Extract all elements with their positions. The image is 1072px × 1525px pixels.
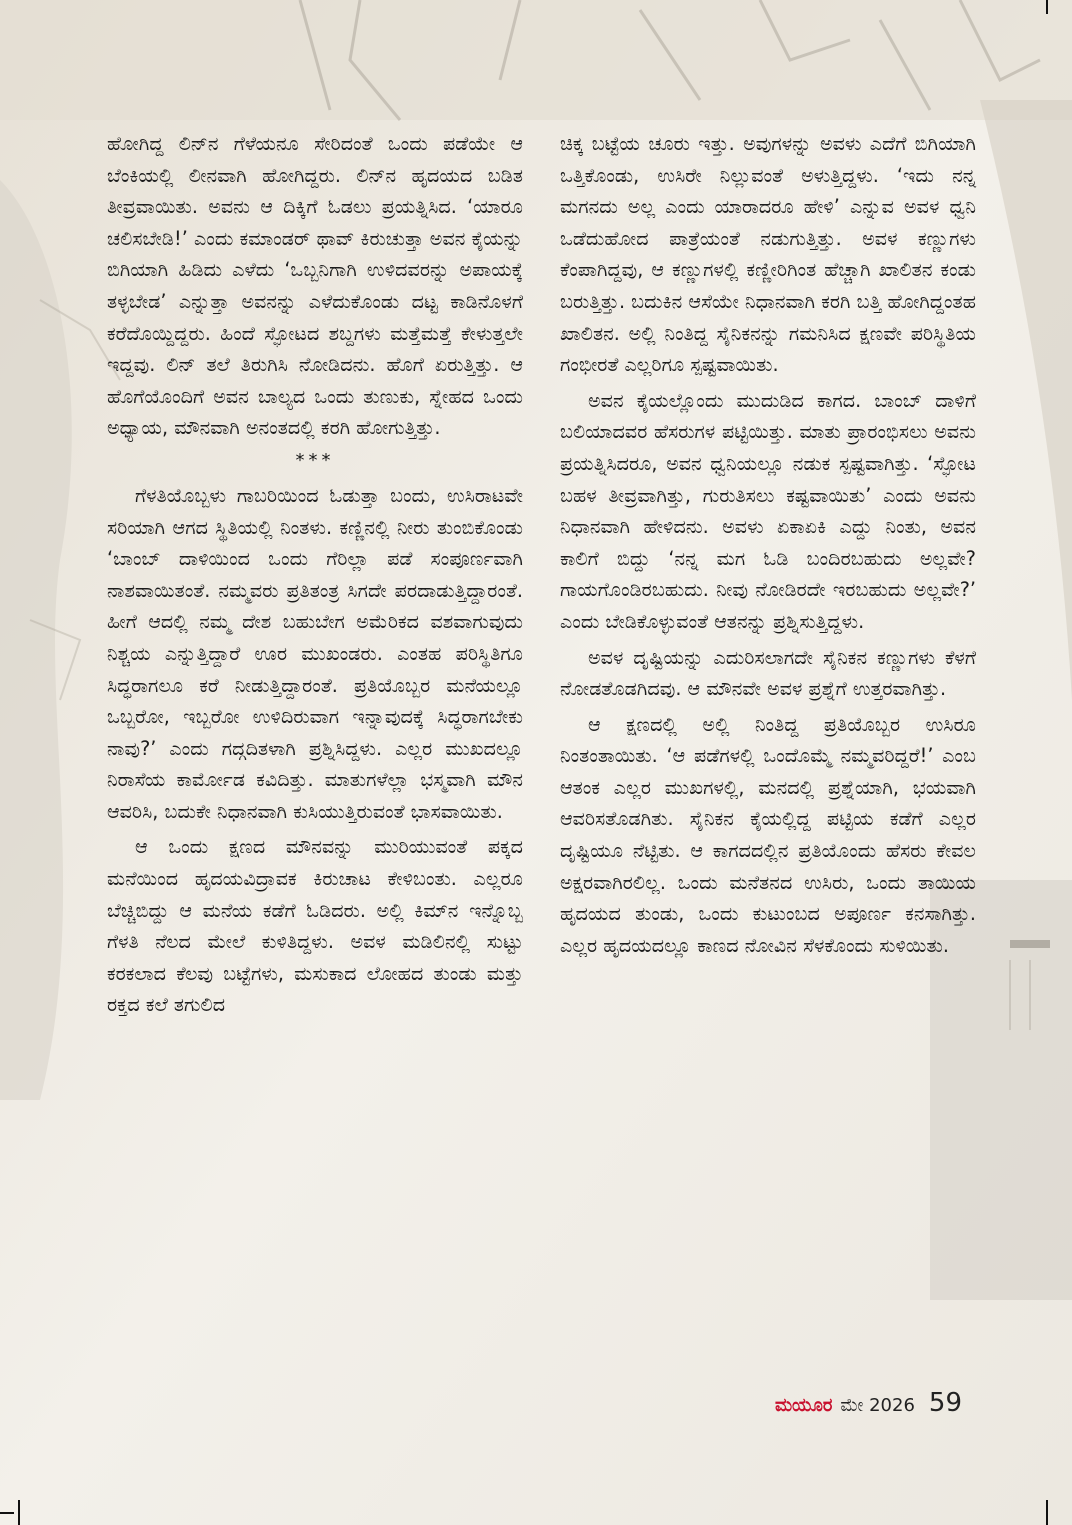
- crop-mark: [18, 1500, 20, 1525]
- page-number: 59: [928, 1388, 962, 1418]
- page-footer: [775, 1388, 962, 1418]
- paragraph: ಗೆಳತಿಯೊಬ್ಬಳು ಗಾಬರಿಯಿಂದ ಓಡುತ್ತಾ ಬಂದು, ಉಸಿರಾಟವೇ ಸರಿಯಾಗಿ ಆಗದ ಸ್ಥಿತಿಯಲ್ಲಿ ನಿಂತಳು. ಕಣ್ಣಿನಲ್ಲಿ ನೀರು ತುಂಬಿಕೊಂಡು ‘ಬಾಂಬ್ ದಾಳಿಯಿಂದ ಒಂದು ಗೆರಿಲ್ಲಾ ಪಡೆ ಸಂಪೂರ್ಣವಾಗಿ ನಾಶವಾಯಿತಂತೆ. ನಮ್ಮವರು ಪ್ರತಿತಂತ್ರ ಸಿಗದೇ ಪರದಾಡುತ್ತಿದ್ದಾರಂತೆ. ಹೀಗೆ ಆದಲ್ಲಿ ನಮ್ಮ ದೇಶ ಬಹುಬೇಗ ಅಮೆರಿಕದ ವಶವಾಗುವುದು ನಿಶ್ಚಯ ಎನ್ನುತ್ತಿದ್ದಾರೆ ಊರ ಮುಖಂಡರು. ಎಂತಹ ಪರಿಸ್ಥಿತಿಗೂ ಸಿದ್ಧರಾಗಲೂ ಕರೆ ನೀಡುತ್ತಿದ್ದಾರಂತೆ. ಪ್ರತಿಯೊಬ್ಬರ ಮನೆಯಲ್ಲೂ ಒಬ್ಬರೋ, ಇಬ್ಬರೋ ಉಳಿದಿರುವಾಗ ಇನ್ನಾವುದಕ್ಕೆ ಸಿದ್ಧರಾಗಬೇಕು ನಾವು?’ ಎಂದು ಗದ್ಗದಿತಳಾಗಿ ಪ್ರಶ್ನಿಸಿದ್ದಳು. ಎಲ್ಲರ ಮುಖದಲ್ಲೂ ನಿರಾಸೆಯ ಕಾರ್ಮೋಡ ಕವಿದಿತ್ತು. ಮಾತುಗಳೆಲ್ಲಾ ಭಸ್ಮವಾಗಿ ಮೌನ ಆವರಿಸಿ, ಬದುಕೇ ನಿಧಾನವಾಗಿ ಕುಸಿಯುತ್ತಿರುವಂತೆ ಭಾಸವಾಯಿತು.: [107, 483, 523, 823]
- paragraph: ಅವನ ಕೈಯಲ್ಲೊಂದು ಮುದುಡಿದ ಕಾಗದ. ಬಾಂಬ್ ದಾಳಿಗೆ ಬಲಿಯಾದವರ ಹೆಸರುಗಳ ಪಟ್ಟಿಯಿತ್ತು. ಮಾತು ಪ್ರಾರಂಭಿಸಲು ಅವನು ಪ್ರಯತ್ನಿಸಿದರೂ, ಅವನ ಧ್ವನಿಯಲ್ಲೂ ನಡುಕ ಸ್ಪಷ್ಟವಾಗಿತ್ತು. ‘ಸ್ಫೋಟ ಬಹಳ ತೀವ್ರವಾಗಿತ್ತು, ಗುರುತಿಸಲು ಕಷ್ಟವಾಯಿತು’ ಎಂದು ಅವನು ನಿಧಾನವಾಗಿ ಹೇಳಿದನು. ಅವಳು ಏಕಾಏಕಿ ಎದ್ದು ನಿಂತು, ಅವನ ಕಾಲಿಗೆ ಬಿದ್ದು ‘ನನ್ನ ಮಗ ಓಡಿ ಬಂದಿರಬಹುದು ಅಲ್ಲವೇ? ಗಾಯಗೊಂಡಿರಬಹುದು. ನೀವು ನೋಡಿರದೇ ಇರಬಹುದು ಅಲ್ಲವೇ?’ ಎಂದು ಬೇಡಿಕೊಳ್ಳುವಂತೆ ಆತನನ್ನು ಪ್ರಶ್ನಿಸುತ್ತಿದ್ದಳು.: [560, 388, 976, 633]
- right-column: [560, 128, 976, 965]
- crop-mark: [0, 1512, 14, 1514]
- left-column: [107, 128, 523, 1025]
- issue-date: ಮೇ 2026: [840, 1395, 915, 1416]
- section-break: ***: [295, 449, 335, 471]
- paragraph: ಚಿಕ್ಕ ಬಟ್ಟೆಯ ಚೂರು ಇತ್ತು. ಅವುಗಳನ್ನು ಅವಳು ಎದೆಗೆ ಬಿಗಿಯಾಗಿ ಒತ್ತಿಕೊಂಡು, ಉಸಿರೇ ನಿಲ್ಲುವಂತೆ ಅಳುತ್ತಿದ್ದಳು. ‘ಇದು ನನ್ನ ಮಗನದು ಅಲ್ಲ ಎಂದು ಯಾರಾದರೂ ಹೇಳಿ’ ಎನ್ನುವ ಅವಳ ಧ್ವನಿ ಒಡೆದುಹೋದ ಪಾತ್ರೆಯಂತೆ ನಡುಗುತ್ತಿತ್ತು. ಅವಳ ಕಣ್ಣುಗಳು ಕೆಂಪಾಗಿದ್ದವು, ಆ ಕಣ್ಣುಗಳಲ್ಲಿ ಕಣ್ಣೀರಿಗಿಂತ ಹೆಚ್ಚಾಗಿ ಖಾಲಿತನ ಕಂಡು ಬರುತ್ತಿತ್ತು. ಬದುಕಿನ ಆಸೆಯೇ ನಿಧಾನವಾಗಿ ಕರಗಿ ಬತ್ತಿ ಹೋಗಿದ್ದಂತಹ ಖಾಲಿತನ. ಅಲ್ಲಿ ನಿಂತಿದ್ದ ಸೈನಿಕನನ್ನು ಗಮನಿಸಿದ ಕ್ಷಣವೇ ಪರಿಸ್ಥಿತಿಯ ಗಂಭೀರತೆ ಎಲ್ಲರಿಗೂ ಸ್ಪಷ್ಟವಾಯಿತು.: [560, 132, 976, 377]
- crop-mark: [1046, 1500, 1048, 1525]
- paragraph: ಅವಳ ದೃಷ್ಟಿಯನ್ನು ಎದುರಿಸಲಾಗದೇ ಸೈನಿಕನ ಕಣ್ಣುಗಳು ಕೆಳಗೆ ನೋಡತೊಡಗಿದವು. ಆ ಮೌನವೇ ಅವಳ ಪ್ರಶ್ನೆಗೆ ಉತ್ತರವಾಗಿತ್ತು.: [560, 645, 976, 701]
- paragraph: ಆ ಒಂದು ಕ್ಷಣದ ಮೌನವನ್ನು ಮುರಿಯುವಂತೆ ಪಕ್ಕದ ಮನೆಯಿಂದ ಹೃದಯವಿದ್ರಾವಕ ಕಿರುಚಾಟ ಕೇಳಿಬಂತು. ಎಲ್ಲರೂ ಬೆಚ್ಚಿಬಿದ್ದು ಆ ಮನೆಯ ಕಡೆಗೆ ಓಡಿದರು. ಅಲ್ಲಿ ಕಿಮ್‌ನ ಇನ್ನೊಬ್ಬ ಗೆಳತಿ ನೆಲದ ಮೇಲೆ ಕುಳಿತಿದ್ದಳು. ಅವಳ ಮಡಿಲಿನಲ್ಲಿ ಸುಟ್ಟು ಕರಕಲಾದ ಕೆಲವು ಬಟ್ಟೆಗಳು, ಮಸುಕಾದ ಲೋಹದ ತುಂಡು ಮತ್ತು ರಕ್ತದ ಕಲೆ ತಗುಲಿದ: [107, 835, 523, 1017]
- magazine-logo: ಮಯೂರ: [774, 1395, 833, 1416]
- paragraph: ಆ ಕ್ಷಣದಲ್ಲಿ ಅಲ್ಲಿ ನಿಂತಿದ್ದ ಪ್ರತಿಯೊಬ್ಬರ ಉಸಿರೂ ನಿಂತಂತಾಯಿತು. ‘ಆ ಪಡೆಗಳಲ್ಲಿ ಒಂದೊಮ್ಮೆ ನಮ್ಮವರಿದ್ದರೆ!’ ಎಂಬ ಆತಂಕ ಎಲ್ಲರ ಮುಖಗಳಲ್ಲಿ, ಮನದಲ್ಲಿ ಪ್ರಶ್ನೆಯಾಗಿ, ಭಯವಾಗಿ ಆವರಿಸತೊಡಗಿತು. ಸೈನಿಕನ ಕೈಯಲ್ಲಿದ್ದ ಪಟ್ಟಿಯ ಕಡೆಗೆ ಎಲ್ಲರ ದೃಷ್ಟಿಯೂ ನೆಟ್ಟಿತು. ಆ ಕಾಗದದಲ್ಲಿನ ಪ್ರತಿಯೊಂದು ಹೆಸರು ಕೇವಲ ಅಕ್ಷರವಾಗಿರಲಿಲ್ಲ. ಒಂದು ಮನೆತನದ ಉಸಿರು, ಒಂದು ತಾಯಿಯ ಹೃದಯದ ತುಂಡು, ಒಂದು ಕುಟುಂಬದ ಅಪೂರ್ಣ ಕನಸಾಗಿತ್ತು. ಎಲ್ಲರ ಹೃದಯದಲ್ಲೂ ಕಾಣದ ನೋವಿನ ಸೆಳಕೊಂದು ಸುಳಿಯಿತು.: [560, 712, 976, 957]
- crop-mark: [1046, 0, 1048, 14]
- paragraph: ಹೋಗಿದ್ದ ಲಿನ್‌ನ ಗೆಳೆಯನೂ ಸೇರಿದಂತೆ ಒಂದು ಪಡೆಯೇ ಆ ಬೆಂಕಿಯಲ್ಲಿ ಲೀನವಾಗಿ ಹೋಗಿದ್ದರು. ಲಿನ್‌ನ ಹೃದಯದ ಬಡಿತ ತೀವ್ರವಾಯಿತು. ಅವನು ಆ ದಿಕ್ಕಿಗೆ ಓಡಲು ಪ್ರಯತ್ನಿಸಿದ. ‘ಯಾರೂ ಚಲಿಸಬೇಡಿ!’ ಎಂದು ಕಮಾಂಡರ್ ಥಾವ್ ಕಿರುಚುತ್ತಾ ಅವನ ಕೈಯನ್ನು ಬಿಗಿಯಾಗಿ ಹಿಡಿದು ಎಳೆದು ‘ಒಬ್ಬನಿಗಾಗಿ ಉಳಿದವರನ್ನು ಅಪಾಯಕ್ಕೆ ತಳ್ಳಬೇಡ’ ಎನ್ನುತ್ತಾ ಅವನನ್ನು ಎಳೆದುಕೊಂಡು ದಟ್ಟ ಕಾಡಿನೊಳಗೆ ಕರೆದೊಯ್ದಿದ್ದರು. ಹಿಂದೆ ಸ್ಫೋಟದ ಶಬ್ದಗಳು ಮತ್ತೆಮತ್ತೆ ಕೇಳುತ್ತಲೇ ಇದ್ದವು. ಲಿನ್ ತಲೆ ತಿರುಗಿಸಿ ನೋಡಿದನು. ಹೊಗೆ ಏರುತ್ತಿತ್ತು. ಆ ಹೊಗೆಯೊಂದಿಗೆ ಅವನ ಬಾಲ್ಯದ ಒಂದು ತುಣುಕು, ಸ್ನೇಹದ ಒಂದು ಅಧ್ಯಾಯ, ಮೌನವಾಗಿ ಅನಂತದಲ್ಲಿ ಕರಗಿ ಹೋಗುತ್ತಿತ್ತು.: [107, 132, 523, 440]
